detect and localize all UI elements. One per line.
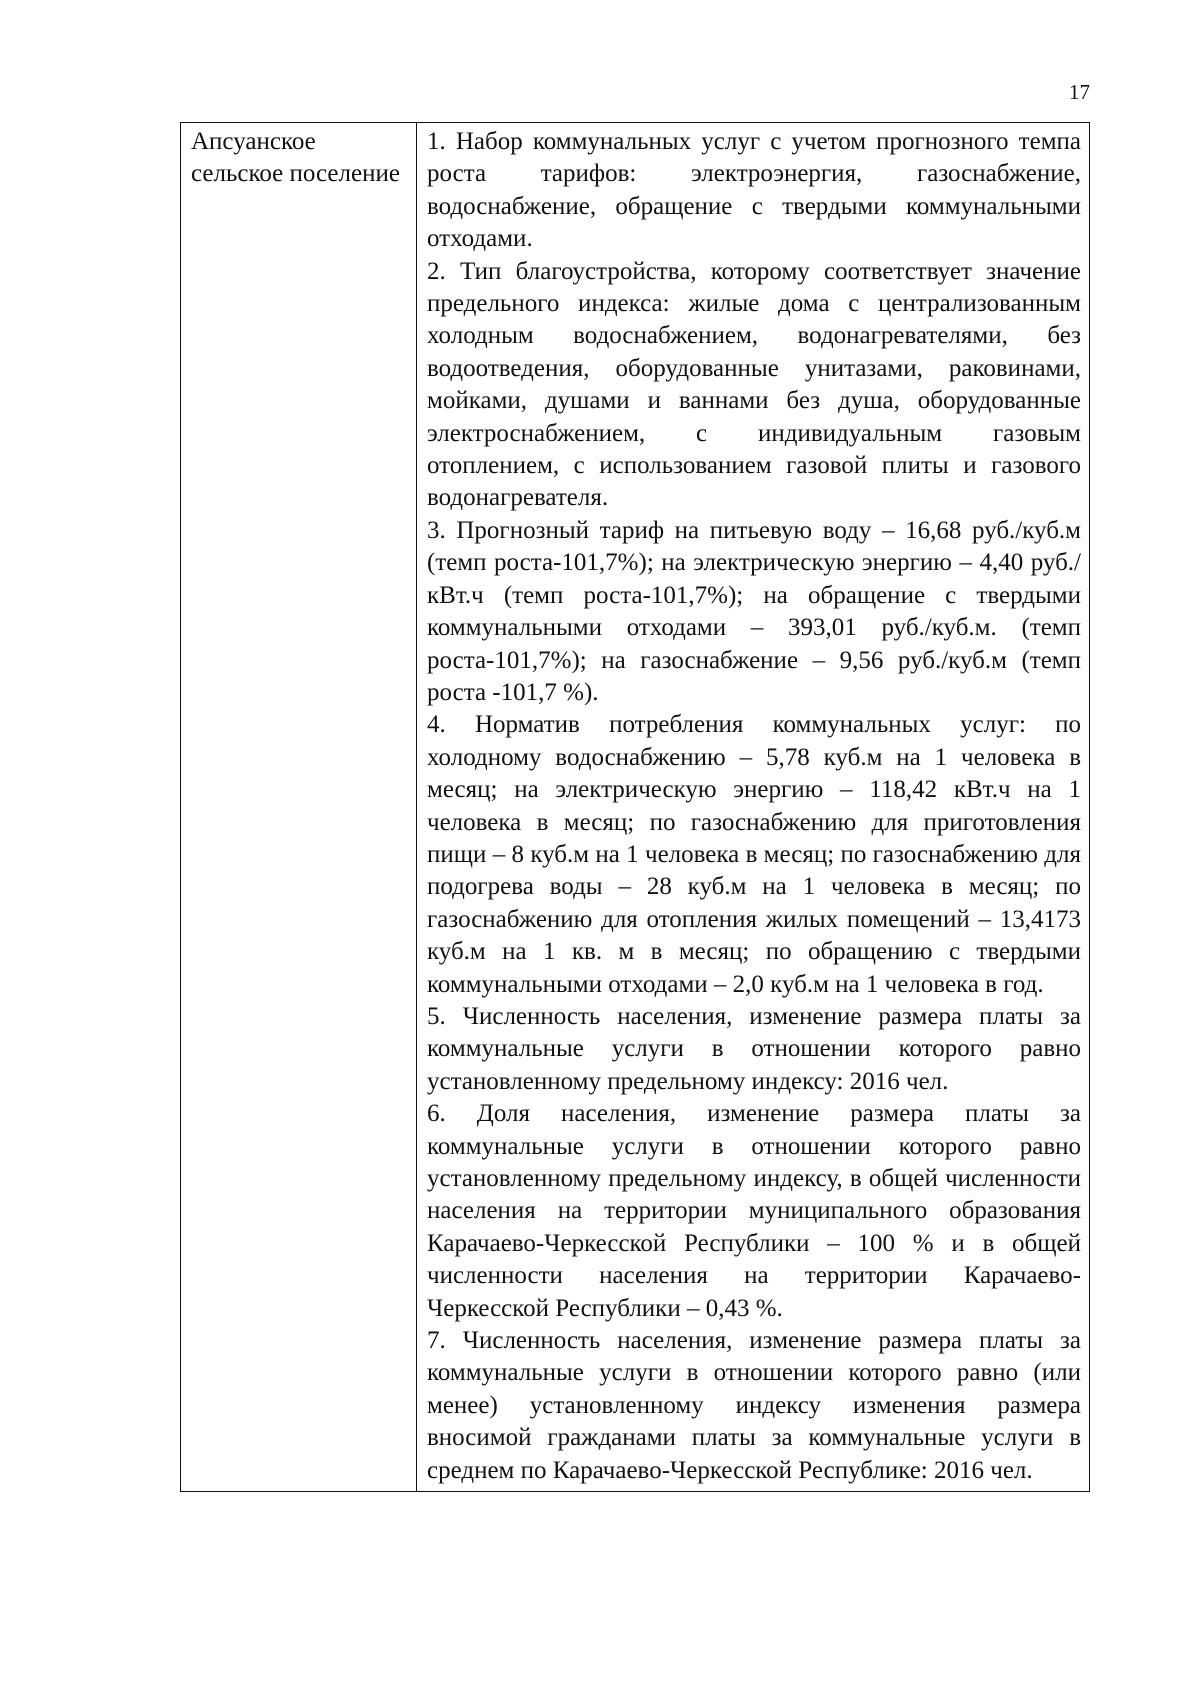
list-item: 7. Численность населения, изменение размера платы за коммунальные услуги в отношении которого равно (или менее) установленному индексу изменения размера вносимой гражданами платы за коммунальные услуги в среднем по Карачаево-Черкесской Республике: 2016 чел.	[427, 1327, 1081, 1484]
table-row	[181, 123, 1090, 1492]
list-item: 3. Прогнозный тариф на питьевую воду – 16,68 руб./куб.м (темп роста-101,7%); на электрическую энергию – 4,40 руб./кВт.ч (темп роста-101,7%); на обращение с твердыми коммунальными отходами – 393,01 руб./куб.м. (темп роста-101,7%); на газоснабжение – 9,56 руб./куб.м (темп роста -101,7 %).	[427, 516, 1081, 706]
list-item: 6. Доля населения, изменение размера платы за коммунальные услуги в отношении которого равно установленному предельному индексу, в общей численности населения на территории муниципального образования Карачаево-Черкесской Республики – 100 % и в общей численности населения на территории Карачаево-Черкесской Республики – 0,43 %.	[427, 1100, 1081, 1322]
list-item: 4. Норматив потребления коммунальных услуг: по холодному водоснабжению – 5,78 куб.м на 1 человека в месяц; на электрическую энергию – 118,42 кВт.ч на 1 человека в месяц; по газоснабжению для приготовления пищи – 8 куб.м на 1 человека в месяц; по газоснабжению для подогрева воды – 28 куб.м на 1 человека в месяц; по газоснабжению для отопления жилых помещений – 13,4173 куб.м на 1 кв. м в месяц; по обращению с твердыми коммунальными отходами – 2,0 куб.м на 1 человека в год.	[427, 711, 1081, 998]
settlement-name-cell: Апсуанское сельское поселение	[181, 123, 417, 1492]
description-cell	[417, 123, 1090, 1492]
document-table	[180, 122, 1090, 1492]
list-item: 2. Тип благоустройства, которому соответствует значение предельного индекса: жилые дома с централизованным холодным водоснабжением, водонагревателями, без водоотведения, оборудованные унитазами, раковинами, мойками, душами и ваннами без душа, оборудованные электроснабжением, с индивидуальным газовым отоплением, с использованием газовой плиты и газового водонагревателя.	[427, 257, 1081, 512]
list-item: 5. Численность населения, изменение размера платы за коммунальные услуги в отношении которого равно установленному предельному индексу: 2016 чел.	[427, 1002, 1081, 1095]
list-item: 1. Набор коммунальных услуг с учетом прогнозного темпа роста тарифов: электроэнергия, газоснабжение, водоснабжение, обращение с твердыми коммунальными отходами.	[427, 128, 1081, 253]
page-number: 17	[1069, 80, 1090, 104]
